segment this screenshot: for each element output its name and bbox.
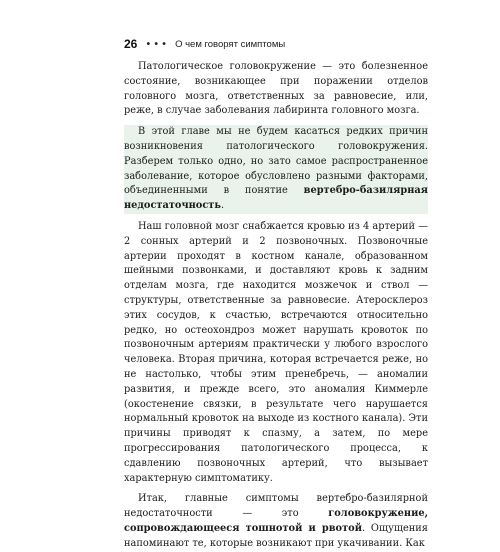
paragraph-1-text: Патологическое головокружение — это болезненное состояние, возникающее при поражении отделов головного мозга, ответственных за равновесие, или, реже, в случае заболевания лабиринта головного мозга. [124, 61, 428, 117]
paragraph-2-text: В этой главе мы не будем касаться редких причин возникновения патологического головокружения. Разберем только одно, но зато самое распространенное заболевание, которое обусловлено разными факторами, объединенными в понятие [124, 126, 428, 197]
paragraph-4-text: Итак, главные симптомы вертебро-базилярной недостаточности — это [124, 493, 428, 520]
page-number: 26 [124, 37, 138, 51]
body-text [124, 60, 428, 552]
paragraph-2-end: . [221, 200, 225, 212]
paragraph-2 [124, 125, 428, 214]
paragraph-4-bold-symptoms: головокружение, сопровождающееся тошнотой и рвотой [124, 508, 428, 534]
paragraph-3 [124, 220, 428, 486]
paragraph-4-end: . Ощущения напоминают те, которые возникают при укачивании. Как [124, 522, 428, 549]
header-dots: ••• [145, 38, 170, 50]
paragraph-2-bold-term: вертебро-базилярная недостаточность [124, 185, 428, 212]
paragraph-4 [124, 492, 428, 551]
page-header [124, 36, 285, 52]
paragraph-1 [124, 60, 428, 119]
paragraph-3-text: Наш головной мозг снабжается кровью из 4 артерий — 2 сонных артерий и 2 позвоночных. Позвоночные артерии проходят в костном канале, образованном шейными позвонками, и доставляют кровь к задним отделам мозга, где находится мозжечок и ствол — структуры, ответственные за равновесие. Атеросклероз этих сосудов, к счастью, встречаются относительно редко, но остеохондроз может нарушать кровоток по позвоночным артериям практически у любого взрослого человека. Вторая причина, которая встречается реже, но не настолько, чтобы этим пренебречь, — аномалии развития, и прежде всего, это аномалия Киммерле (окостенение связки, в результате чего нарушается нормальный кровоток на выходе из костного канала). Эти причины приводят к спазму, а затем, по мере прогрессирования патологического процесса, к сдавлению позвоночных артерий, что вызывает характерную симптоматику. [124, 220, 428, 484]
running-title: О чем говорят симптомы [175, 38, 286, 50]
